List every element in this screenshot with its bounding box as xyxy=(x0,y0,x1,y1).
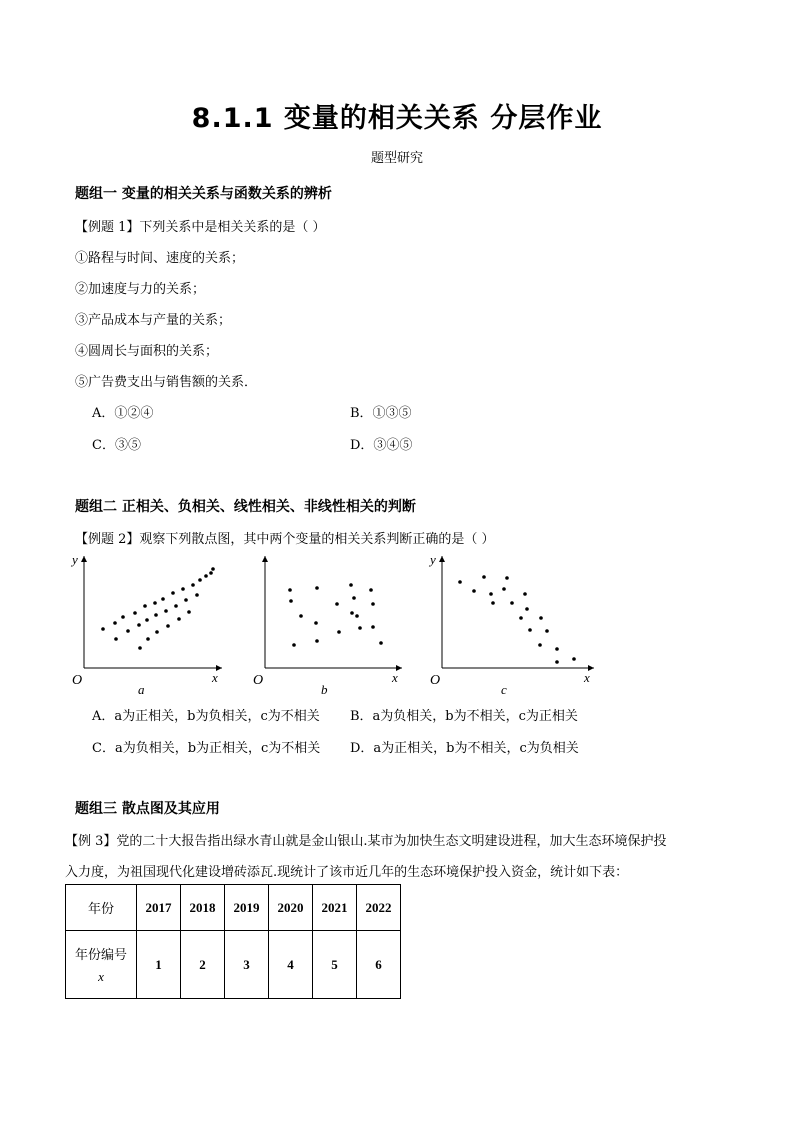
table-row xyxy=(66,885,401,931)
group3-question-line1: 【例 3】党的二十大报告指出绿水青山就是金山银山.某市为加快生态文明建设进程，加大生态环境保护投 xyxy=(65,834,667,849)
table-cell: 2021 xyxy=(313,885,357,931)
plot-label-a: a xyxy=(138,682,145,697)
scatter-plots-figure xyxy=(60,548,620,700)
table-cell: 3 xyxy=(225,931,269,999)
origin-label: O xyxy=(253,673,264,688)
table-cell: 5 xyxy=(313,931,357,999)
table-cell: 4 xyxy=(269,931,313,999)
origin-label: O xyxy=(72,673,83,688)
page-title: 8.1.1 变量的相关关系 分层作业 xyxy=(191,103,603,134)
group2-option-b[interactable]: B．a为负相关，b为不相关，c为正相关 xyxy=(350,709,578,724)
group1-heading: 题组一 变量的相关关系与函数关系的辨析 xyxy=(75,186,332,202)
table-cell: 2018 xyxy=(181,885,225,931)
plot-label-c: c xyxy=(501,682,507,697)
x-axis-label: x xyxy=(392,670,398,685)
x-axis-label: x xyxy=(584,670,590,685)
scatter-plot-c xyxy=(428,552,594,697)
table-header-cell: 年份 xyxy=(66,885,137,931)
group1-item: ④圆周长与面积的关系； xyxy=(75,344,219,359)
data-points xyxy=(458,575,576,664)
group2-option-a[interactable]: A．a为正相关，b为负相关，c为不相关 xyxy=(92,709,320,724)
scatter-plot-b xyxy=(253,556,402,697)
group1-item: ②加速度与力的关系； xyxy=(75,282,206,297)
group2-option-d[interactable]: D．a为正相关，b为不相关，c为负相关 xyxy=(350,741,579,756)
table-cell: 1 xyxy=(137,931,181,999)
table-cell: 2022 xyxy=(357,885,401,931)
table-cell: 2019 xyxy=(225,885,269,931)
data-points xyxy=(101,567,215,650)
group1-question: 【例题 1】下列关系中是相关关系的是（ ） xyxy=(75,220,326,235)
group1-option-c[interactable]: C．③⑤ xyxy=(92,438,141,453)
group2-question: 【例题 2】观察下列散点图，其中两个变量的相关关系判断正确的是（ ） xyxy=(75,532,495,547)
y-axis-label: y xyxy=(430,552,436,567)
group1-item: ③产品成本与产量的关系； xyxy=(75,313,232,328)
origin-label: O xyxy=(430,673,441,688)
group1-option-b[interactable]: B．①③⑤ xyxy=(350,406,412,421)
group3-heading: 题组三 散点图及其应用 xyxy=(75,801,220,817)
table-cell: 2017 xyxy=(137,885,181,931)
group2-option-c[interactable]: C．a为负相关，b为正相关，c为不相关 xyxy=(92,741,321,756)
group1-item: ⑤广告费支出与销售额的关系． xyxy=(75,375,258,390)
data-table xyxy=(65,884,401,999)
page-subtitle: 题型研究 xyxy=(370,151,423,166)
scatter-plot-a xyxy=(70,552,222,697)
row-header-label: 年份编号 xyxy=(74,948,127,963)
table-row xyxy=(66,931,401,999)
group1-option-a[interactable]: A．①②④ xyxy=(92,406,154,421)
y-axis-label: y xyxy=(72,552,78,567)
group3-question-line2: 入力度，为祖国现代化建设增砖添瓦.现统计了该市近几年的生态环境保护投入资金，统计如下表： xyxy=(65,865,629,880)
data-points xyxy=(288,583,383,647)
plot-label-b: b xyxy=(321,682,328,697)
table-header-cell xyxy=(66,931,137,999)
table-cell: 6 xyxy=(357,931,401,999)
x-axis-label: x xyxy=(212,670,218,685)
table-cell: 2 xyxy=(181,931,225,999)
table-cell: 2020 xyxy=(269,885,313,931)
row-header-variable: x xyxy=(98,969,104,984)
group2-heading: 题组二 正相关、负相关、线性相关、非线性相关的判断 xyxy=(75,499,416,515)
group1-item: ①路程与时间、速度的关系； xyxy=(75,251,245,266)
group1-option-d[interactable]: D．③④⑤ xyxy=(350,438,413,453)
